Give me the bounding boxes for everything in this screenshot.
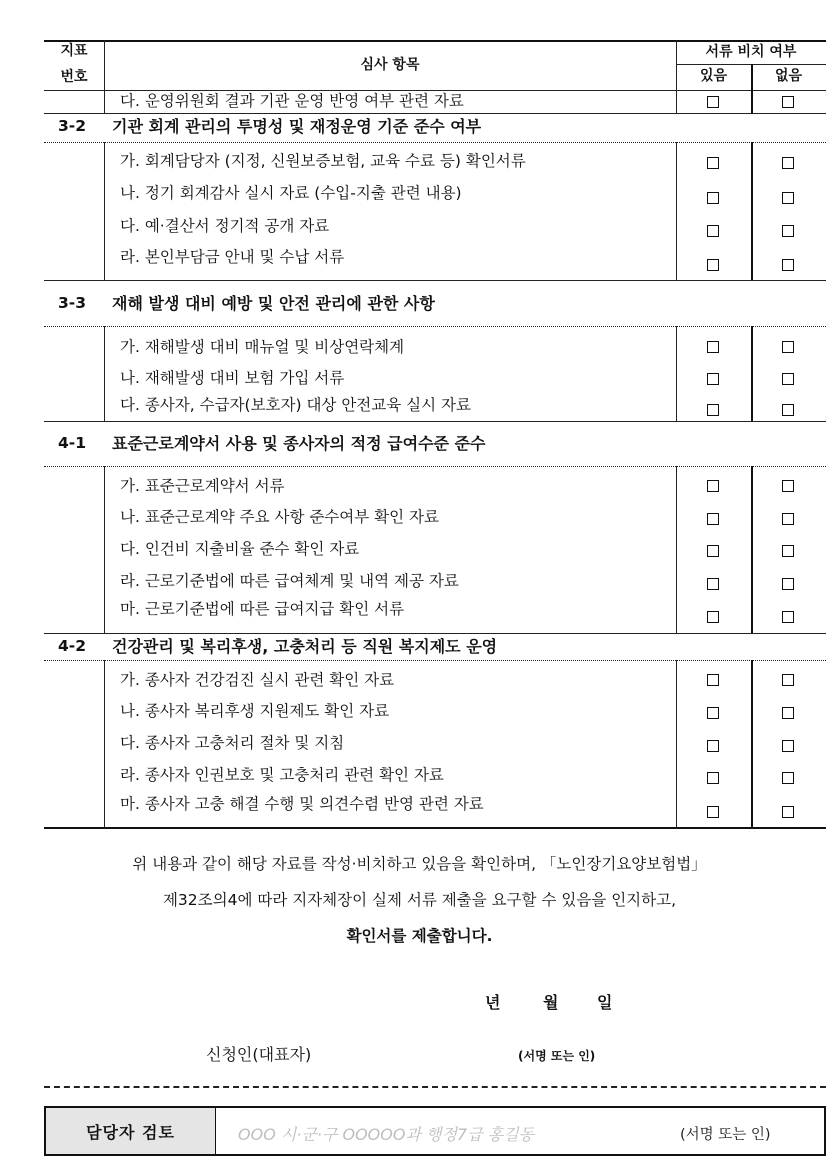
header-doc-status: 서류 비치 여부 (705, 44, 797, 60)
date-month-label: 월 (543, 993, 559, 1012)
item-label: 다. 종사자 고충처리 절차 및 지침 (120, 734, 345, 752)
checkbox-yes[interactable] (707, 404, 719, 416)
checkbox-no[interactable] (782, 707, 794, 719)
row-border (44, 421, 826, 422)
section-title: 표준근로계약서 사용 및 종사자의 적정 급여수준 준수 (112, 434, 486, 453)
col-divider (104, 466, 105, 633)
col-divider (676, 466, 677, 633)
header-item: 심사 항목 (360, 57, 420, 73)
section-title: 기관 회계 관리의 투명성 및 재정운영 기준 준수 여부 (112, 117, 482, 136)
col-divider (676, 326, 677, 421)
item-label: 가. 표준근로계약서 서류 (120, 477, 285, 495)
col-divider (104, 326, 105, 421)
checkbox-yes[interactable] (707, 578, 719, 590)
row-border (44, 466, 826, 467)
checkbox-no[interactable] (782, 404, 794, 416)
checkbox-yes[interactable] (707, 480, 719, 492)
checkbox-no[interactable] (782, 674, 794, 686)
checkbox-yes[interactable] (707, 611, 719, 623)
item-label: 라. 본인부담금 안내 및 수납 서류 (120, 248, 345, 266)
checkbox-no[interactable] (782, 96, 794, 108)
checkbox-yes[interactable] (707, 740, 719, 752)
col-divider (104, 660, 105, 827)
item-label: 마. 근로기준법에 따른 급여지급 확인 서류 (120, 600, 405, 618)
checkbox-no[interactable] (782, 341, 794, 353)
checkbox-no[interactable] (782, 611, 794, 623)
checkbox-no[interactable] (782, 373, 794, 385)
section-code: 3-2 (58, 117, 87, 135)
row-border (44, 280, 826, 281)
checkbox-no[interactable] (782, 157, 794, 169)
col-divider (676, 142, 677, 280)
item-label: 나. 종사자 복리후생 지원제도 확인 자료 (120, 702, 390, 720)
checkbox-yes[interactable] (707, 772, 719, 784)
checkbox-yes[interactable] (707, 545, 719, 557)
row-border (44, 142, 826, 143)
col-divider (104, 142, 105, 280)
statement-line: 제32조의4에 따라 지자체장이 실제 서류 제출을 요구할 수 있음을 인지하고, (162, 891, 677, 909)
checkbox-yes[interactable] (707, 157, 719, 169)
item-label: 나. 정기 회계감사 실시 자료 (수입-지출 관련 내용) (120, 184, 462, 202)
col-divider (751, 660, 753, 827)
row-border (44, 660, 826, 661)
item-label: 가. 재해발생 대비 매뉴얼 및 비상연락체계 (120, 338, 405, 356)
checkbox-no[interactable] (782, 513, 794, 525)
checkbox-no[interactable] (782, 578, 794, 590)
col-divider (676, 660, 677, 827)
checkbox-no[interactable] (782, 192, 794, 204)
header-no-line1: 지표 (60, 43, 88, 59)
item-label: 나. 재해발생 대비 보험 가입 서류 (120, 369, 345, 387)
reviewer-sign[interactable]: (서명 또는 인) (680, 1127, 771, 1143)
checkbox-no[interactable] (782, 740, 794, 752)
checkbox-yes[interactable] (707, 674, 719, 686)
section-code: 3-3 (58, 294, 87, 312)
checkbox-yes[interactable] (707, 707, 719, 719)
applicant-sign[interactable]: (서명 또는 인) (518, 1049, 596, 1063)
checkbox-no[interactable] (782, 225, 794, 237)
checkbox-yes[interactable] (707, 96, 719, 108)
section-title: 재해 발생 대비 예방 및 안전 관리에 관한 사항 (112, 294, 435, 313)
section-title: 건강관리 및 복리후생, 고충처리 등 직원 복지제도 운영 (112, 637, 498, 656)
checkbox-yes[interactable] (707, 341, 719, 353)
item-label: 라. 근로기준법에 따른 급여체계 및 내역 제공 자료 (120, 572, 459, 590)
statement-line: 위 내용과 같이 해당 자료를 작성·비치하고 있음을 확인하며, 「노인장기요양보험법」 (132, 855, 707, 873)
checkbox-yes[interactable] (707, 225, 719, 237)
checkbox-no[interactable] (782, 772, 794, 784)
checkbox-no[interactable] (782, 480, 794, 492)
col-divider (751, 466, 753, 633)
checkbox-no[interactable] (782, 259, 794, 271)
col-divider (104, 90, 105, 114)
checkbox-yes[interactable] (707, 373, 719, 385)
checkbox-yes[interactable] (707, 806, 719, 818)
row-border (44, 633, 826, 634)
applicant-label: 신청인(대표자) (206, 1045, 312, 1064)
row-border (44, 326, 826, 327)
item-label: 마. 종사자 고충 해결 수행 및 의견수렴 반영 관련 자료 (120, 795, 484, 813)
item-label: 다. 종사자, 수급자(보호자) 대상 안전교육 실시 자료 (120, 396, 471, 414)
checkbox-yes[interactable] (707, 192, 719, 204)
checkbox-yes[interactable] (707, 513, 719, 525)
reviewer-box (44, 1106, 826, 1156)
item-label: 가. 종사자 건강검진 실시 관련 확인 자료 (120, 671, 395, 689)
header-yes: 있음 (699, 68, 728, 84)
item-label: 다. 운영위원회 결과 기관 운영 반영 여부 관련 자료 (120, 92, 464, 110)
statement-line: 확인서를 제출합니다. (346, 927, 493, 945)
item-label: 다. 예·결산서 정기적 공개 자료 (120, 217, 330, 235)
reviewer-name-field[interactable]: OOO 시·군·구 OOOOO과 행정7급 홍길동 (238, 1125, 535, 1144)
reviewer-label: 담당자 검토 (46, 1108, 216, 1154)
header-bottom-border (44, 90, 826, 91)
header-no: 없음 (774, 68, 803, 84)
checkbox-yes[interactable] (707, 259, 719, 271)
col-divider (751, 326, 753, 421)
checkbox-no[interactable] (782, 806, 794, 818)
date-year-label: 년 (485, 993, 501, 1012)
table-bottom-border (44, 827, 826, 829)
col-divider (751, 142, 753, 280)
date-day-label: 일 (597, 993, 613, 1012)
item-label: 나. 표준근로계약 주요 사항 준수여부 확인 자료 (120, 508, 439, 526)
table-top-border (44, 40, 826, 42)
item-label: 가. 회계담당자 (지정, 신원보증보험, 교육 수료 등) 확인서류 (120, 152, 526, 170)
row-border (44, 113, 826, 114)
header-no-line2: 번호 (60, 69, 88, 85)
checkbox-no[interactable] (782, 545, 794, 557)
cut-line (44, 1086, 826, 1088)
item-label: 라. 종사자 인권보호 및 고충처리 관련 확인 자료 (120, 766, 444, 784)
section-code: 4-1 (58, 434, 87, 452)
section-code: 4-2 (58, 637, 87, 655)
item-label: 다. 인건비 지출비율 준수 확인 자료 (120, 540, 360, 558)
